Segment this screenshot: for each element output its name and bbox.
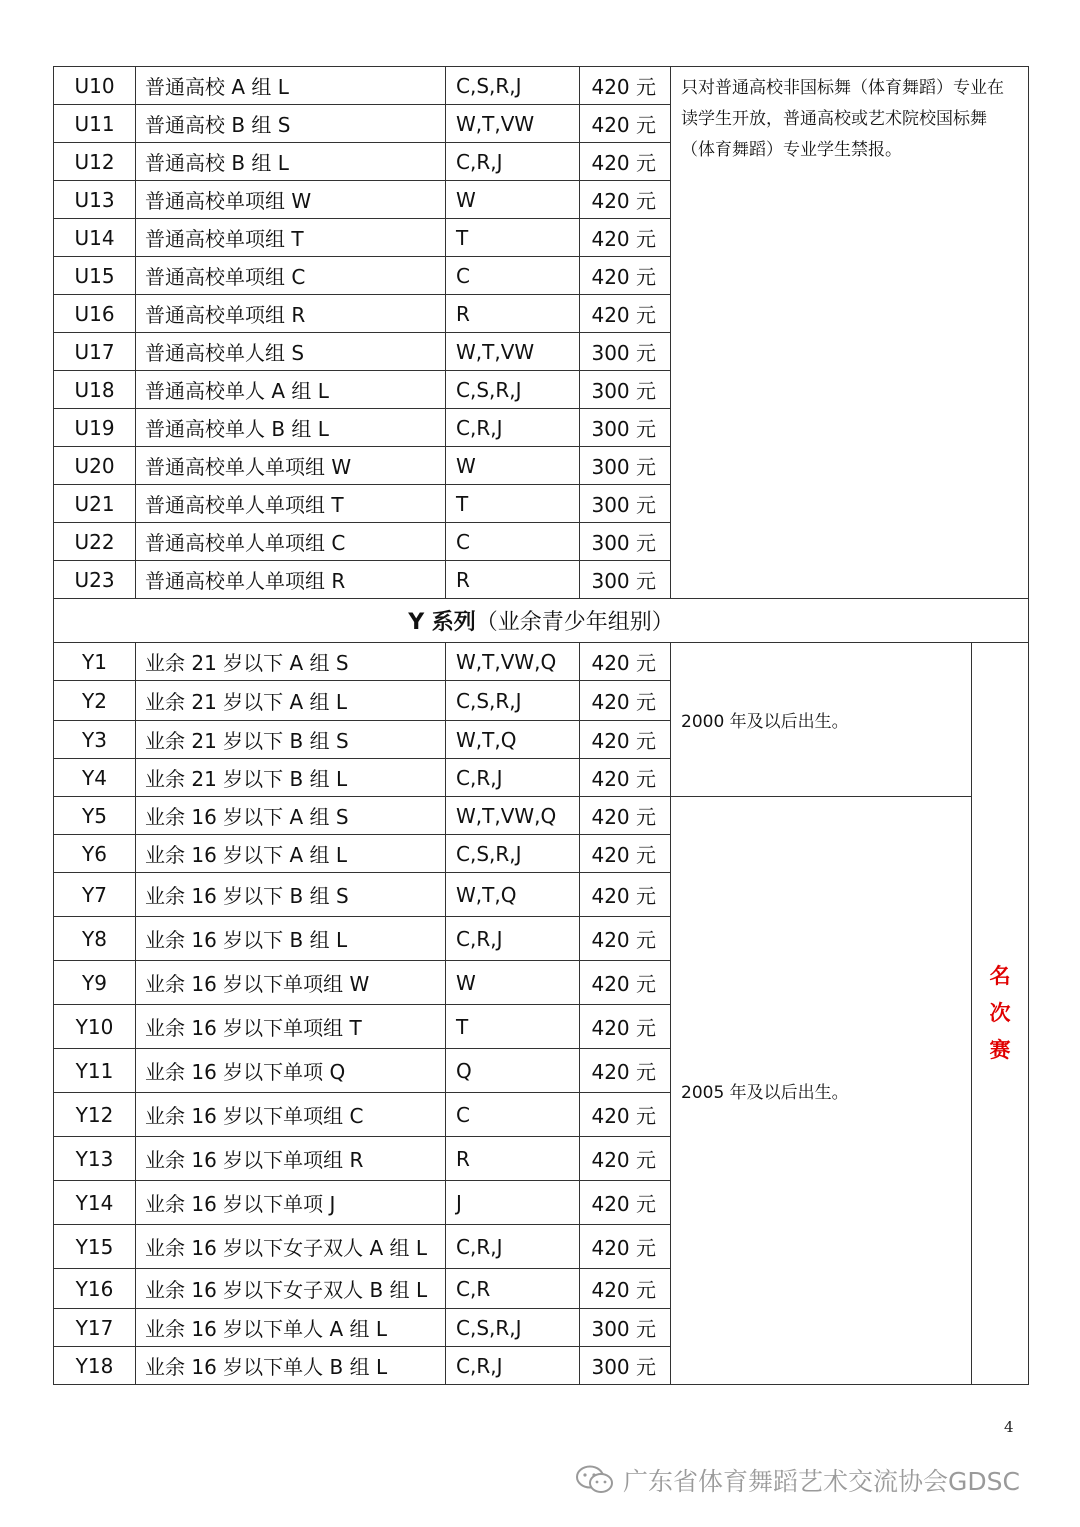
birth-note-16: 2005 年及以后出生。 bbox=[671, 797, 972, 1385]
event-fee: 420 元 bbox=[580, 759, 671, 797]
event-fee: 420 元 bbox=[580, 105, 671, 143]
event-dances: C,R,J bbox=[446, 409, 580, 447]
event-fee: 420 元 bbox=[580, 181, 671, 219]
event-code: Y6 bbox=[54, 835, 136, 873]
event-code: Y10 bbox=[54, 1005, 136, 1049]
event-code: Y1 bbox=[54, 643, 136, 681]
event-code: Y18 bbox=[54, 1347, 136, 1385]
event-dances: R bbox=[446, 561, 580, 599]
event-dances: C,R,J bbox=[446, 1225, 580, 1269]
event-fee: 300 元 bbox=[580, 561, 671, 599]
event-dances: C,S,R,J bbox=[446, 371, 580, 409]
event-fee: 420 元 bbox=[580, 873, 671, 917]
event-fee: 420 元 bbox=[580, 961, 671, 1005]
event-fee: 300 元 bbox=[580, 447, 671, 485]
event-name: 业余 16 岁以下单项组 R bbox=[136, 1137, 446, 1181]
event-code: Y9 bbox=[54, 961, 136, 1005]
event-name: 普通高校 B 组 S bbox=[136, 105, 446, 143]
event-name: 普通高校单人单项组 R bbox=[136, 561, 446, 599]
event-fee: 420 元 bbox=[580, 917, 671, 961]
event-dances: W,T,VW,Q bbox=[446, 797, 580, 835]
event-name: 普通高校单人 B 组 L bbox=[136, 409, 446, 447]
event-code: U11 bbox=[54, 105, 136, 143]
event-dances: C,R,J bbox=[446, 759, 580, 797]
event-code: U16 bbox=[54, 295, 136, 333]
event-name: 业余 16 岁以下单项 Q bbox=[136, 1049, 446, 1093]
event-name: 业余 16 岁以下单人 B 组 L bbox=[136, 1347, 446, 1385]
event-code: U13 bbox=[54, 181, 136, 219]
event-dances: R bbox=[446, 295, 580, 333]
event-dances: C,S,R,J bbox=[446, 681, 580, 721]
event-dances: W bbox=[446, 961, 580, 1005]
event-fee: 420 元 bbox=[580, 681, 671, 721]
table-row bbox=[54, 797, 1029, 835]
event-dances: T bbox=[446, 485, 580, 523]
event-fee: 420 元 bbox=[580, 295, 671, 333]
ranking-char: 赛 bbox=[989, 1038, 1011, 1062]
event-fee: 420 元 bbox=[580, 1181, 671, 1225]
event-fee: 300 元 bbox=[580, 523, 671, 561]
event-name: 业余 16 岁以下 A 组 S bbox=[136, 797, 446, 835]
event-dances: C,S,R,J bbox=[446, 67, 580, 105]
event-name: 普通高校单项组 C bbox=[136, 257, 446, 295]
event-dances: R bbox=[446, 1137, 580, 1181]
event-name: 业余 16 岁以下单项 J bbox=[136, 1181, 446, 1225]
event-name: 业余 16 岁以下 B 组 S bbox=[136, 873, 446, 917]
event-dances: W,T,VW bbox=[446, 105, 580, 143]
event-code: Y14 bbox=[54, 1181, 136, 1225]
event-fee: 420 元 bbox=[580, 1137, 671, 1181]
event-fee: 300 元 bbox=[580, 1309, 671, 1347]
event-code: Y4 bbox=[54, 759, 136, 797]
event-dances: W,T,VW,Q bbox=[446, 643, 580, 681]
event-fee: 420 元 bbox=[580, 257, 671, 295]
u-series-note: 只对普通高校非国标舞（体育舞蹈）专业在读学生开放，普通高校或艺术院校国标舞（体育舞蹈）专业学生禁报。 bbox=[671, 67, 1029, 599]
event-fee: 300 元 bbox=[580, 1347, 671, 1385]
event-name: 业余 16 岁以下单项组 W bbox=[136, 961, 446, 1005]
page-number: 4 bbox=[1004, 1418, 1014, 1436]
event-dances: C,S,R,J bbox=[446, 835, 580, 873]
event-fee: 300 元 bbox=[580, 371, 671, 409]
event-code: Y8 bbox=[54, 917, 136, 961]
event-fee: 300 元 bbox=[580, 485, 671, 523]
event-code: Y2 bbox=[54, 681, 136, 721]
event-code: Y12 bbox=[54, 1093, 136, 1137]
event-dances: W bbox=[446, 181, 580, 219]
event-dances: T bbox=[446, 219, 580, 257]
event-dances: J bbox=[446, 1181, 580, 1225]
event-fee: 420 元 bbox=[580, 721, 671, 759]
event-name: 普通高校单人单项组 T bbox=[136, 485, 446, 523]
event-name: 普通高校单项组 W bbox=[136, 181, 446, 219]
fee-table bbox=[53, 66, 1029, 1385]
event-code: Y16 bbox=[54, 1269, 136, 1309]
event-code: U10 bbox=[54, 67, 136, 105]
event-name: 业余 21 岁以下 B 组 S bbox=[136, 721, 446, 759]
event-name: 业余 21 岁以下 A 组 L bbox=[136, 681, 446, 721]
event-fee: 420 元 bbox=[580, 797, 671, 835]
event-code: U12 bbox=[54, 143, 136, 181]
event-code: U14 bbox=[54, 219, 136, 257]
table-row bbox=[54, 67, 1029, 105]
ranking-char: 次 bbox=[989, 1001, 1011, 1025]
event-name: 业余 16 岁以下女子双人 B 组 L bbox=[136, 1269, 446, 1309]
event-name: 普通高校 A 组 L bbox=[136, 67, 446, 105]
event-dances: C,R,J bbox=[446, 917, 580, 961]
event-fee: 420 元 bbox=[580, 143, 671, 181]
event-dances: C bbox=[446, 1093, 580, 1137]
event-name: 普通高校单项组 T bbox=[136, 219, 446, 257]
event-name: 业余 16 岁以下 B 组 L bbox=[136, 917, 446, 961]
event-name: 业余 16 岁以下单项组 C bbox=[136, 1093, 446, 1137]
event-fee: 300 元 bbox=[580, 333, 671, 371]
event-fee: 420 元 bbox=[580, 1269, 671, 1309]
event-code: U17 bbox=[54, 333, 136, 371]
event-name: 普通高校单项组 R bbox=[136, 295, 446, 333]
event-dances: T bbox=[446, 1005, 580, 1049]
event-name: 普通高校单人单项组 C bbox=[136, 523, 446, 561]
event-fee: 420 元 bbox=[580, 1005, 671, 1049]
event-fee: 420 元 bbox=[580, 1225, 671, 1269]
wechat-icon bbox=[575, 1464, 615, 1496]
event-code: U21 bbox=[54, 485, 136, 523]
event-code: Y17 bbox=[54, 1309, 136, 1347]
ranking-label bbox=[972, 643, 1029, 1385]
event-code: U18 bbox=[54, 371, 136, 409]
event-name: 业余 21 岁以下 B 组 L bbox=[136, 759, 446, 797]
event-dances: W,T,VW bbox=[446, 333, 580, 371]
event-name: 业余 16 岁以下单项组 T bbox=[136, 1005, 446, 1049]
event-dances: C,R,J bbox=[446, 1347, 580, 1385]
event-code: Y3 bbox=[54, 721, 136, 759]
event-name: 普通高校 B 组 L bbox=[136, 143, 446, 181]
event-dances: C bbox=[446, 257, 580, 295]
event-dances: Q bbox=[446, 1049, 580, 1093]
event-code: Y7 bbox=[54, 873, 136, 917]
event-dances: C,S,R,J bbox=[446, 1309, 580, 1347]
event-dances: W,T,Q bbox=[446, 721, 580, 759]
event-fee: 420 元 bbox=[580, 67, 671, 105]
event-name: 业余 16 岁以下 A 组 L bbox=[136, 835, 446, 873]
event-dances: C,R,J bbox=[446, 143, 580, 181]
event-code: U22 bbox=[54, 523, 136, 561]
event-dances: W bbox=[446, 447, 580, 485]
event-name: 普通高校单人组 S bbox=[136, 333, 446, 371]
event-name: 业余 16 岁以下女子双人 A 组 L bbox=[136, 1225, 446, 1269]
event-fee: 420 元 bbox=[580, 1049, 671, 1093]
event-code: Y15 bbox=[54, 1225, 136, 1269]
event-dances: C,R bbox=[446, 1269, 580, 1309]
event-fee: 420 元 bbox=[580, 219, 671, 257]
event-fee: 420 元 bbox=[580, 1093, 671, 1137]
event-fee: 420 元 bbox=[580, 835, 671, 873]
event-code: Y5 bbox=[54, 797, 136, 835]
section-title bbox=[54, 599, 1029, 643]
event-code: Y11 bbox=[54, 1049, 136, 1093]
event-dances: W,T,Q bbox=[446, 873, 580, 917]
event-name: 普通高校单人 A 组 L bbox=[136, 371, 446, 409]
watermark bbox=[575, 1460, 1020, 1500]
event-code: U23 bbox=[54, 561, 136, 599]
event-name: 业余 21 岁以下 A 组 S bbox=[136, 643, 446, 681]
section-header-row bbox=[54, 599, 1029, 643]
section-title-rest: （业余青少年组别） bbox=[475, 610, 674, 635]
section-title-bold: Y 系列 bbox=[408, 610, 476, 635]
birth-note-21: 2000 年及以后出生。 bbox=[671, 643, 972, 797]
event-code: U19 bbox=[54, 409, 136, 447]
event-code: U15 bbox=[54, 257, 136, 295]
ranking-char: 名 bbox=[989, 964, 1011, 988]
event-fee: 420 元 bbox=[580, 643, 671, 681]
event-name: 普通高校单人单项组 W bbox=[136, 447, 446, 485]
event-name: 业余 16 岁以下单人 A 组 L bbox=[136, 1309, 446, 1347]
watermark-text: 广东省体育舞蹈艺术交流协会GDSC bbox=[623, 1467, 1020, 1496]
event-code: Y13 bbox=[54, 1137, 136, 1181]
event-code: U20 bbox=[54, 447, 136, 485]
event-dances: C bbox=[446, 523, 580, 561]
event-fee: 300 元 bbox=[580, 409, 671, 447]
table-row bbox=[54, 643, 1029, 681]
